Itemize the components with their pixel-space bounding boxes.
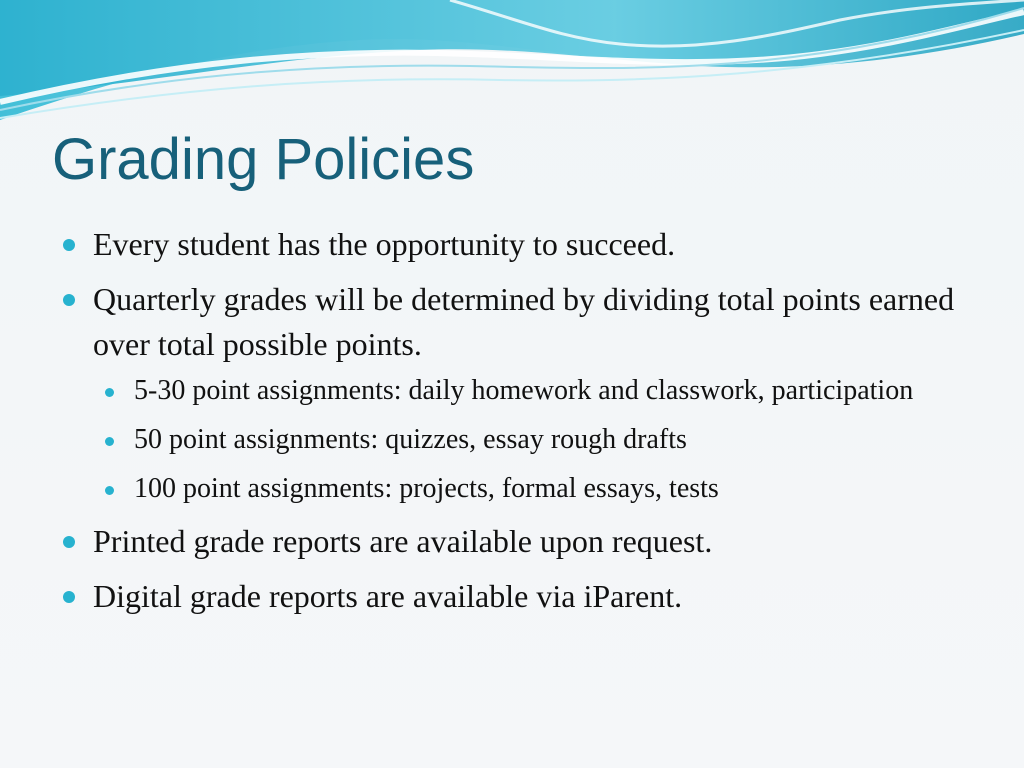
slide-title: Grading Policies — [52, 127, 475, 192]
bullet-item — [62, 222, 982, 267]
sub-bullet-item: 100 point assignments: projects, formal essays, tests — [93, 469, 982, 509]
sub-bullet-item: 5-30 point assignments: daily homework and classwork, participation — [93, 371, 982, 411]
sub-bullet-list — [93, 371, 982, 509]
sub-bullet-item: 50 point assignments: quizzes, essay rough drafts — [93, 420, 982, 460]
bullet-list — [62, 222, 982, 629]
bullet-text: Printed grade reports are available upon request. — [93, 523, 713, 559]
bullet-text: Quarterly grades will be determined by dividing total points earned over total possible points. — [93, 281, 955, 362]
bullet-text: Digital grade reports are available via iParent. — [93, 578, 683, 614]
bullet-text: Every student has the opportunity to succeed. — [93, 226, 676, 262]
decorative-wave-header — [0, 0, 1024, 130]
bullet-item — [62, 519, 982, 564]
bullet-item — [62, 277, 982, 509]
bullet-item — [62, 574, 982, 619]
